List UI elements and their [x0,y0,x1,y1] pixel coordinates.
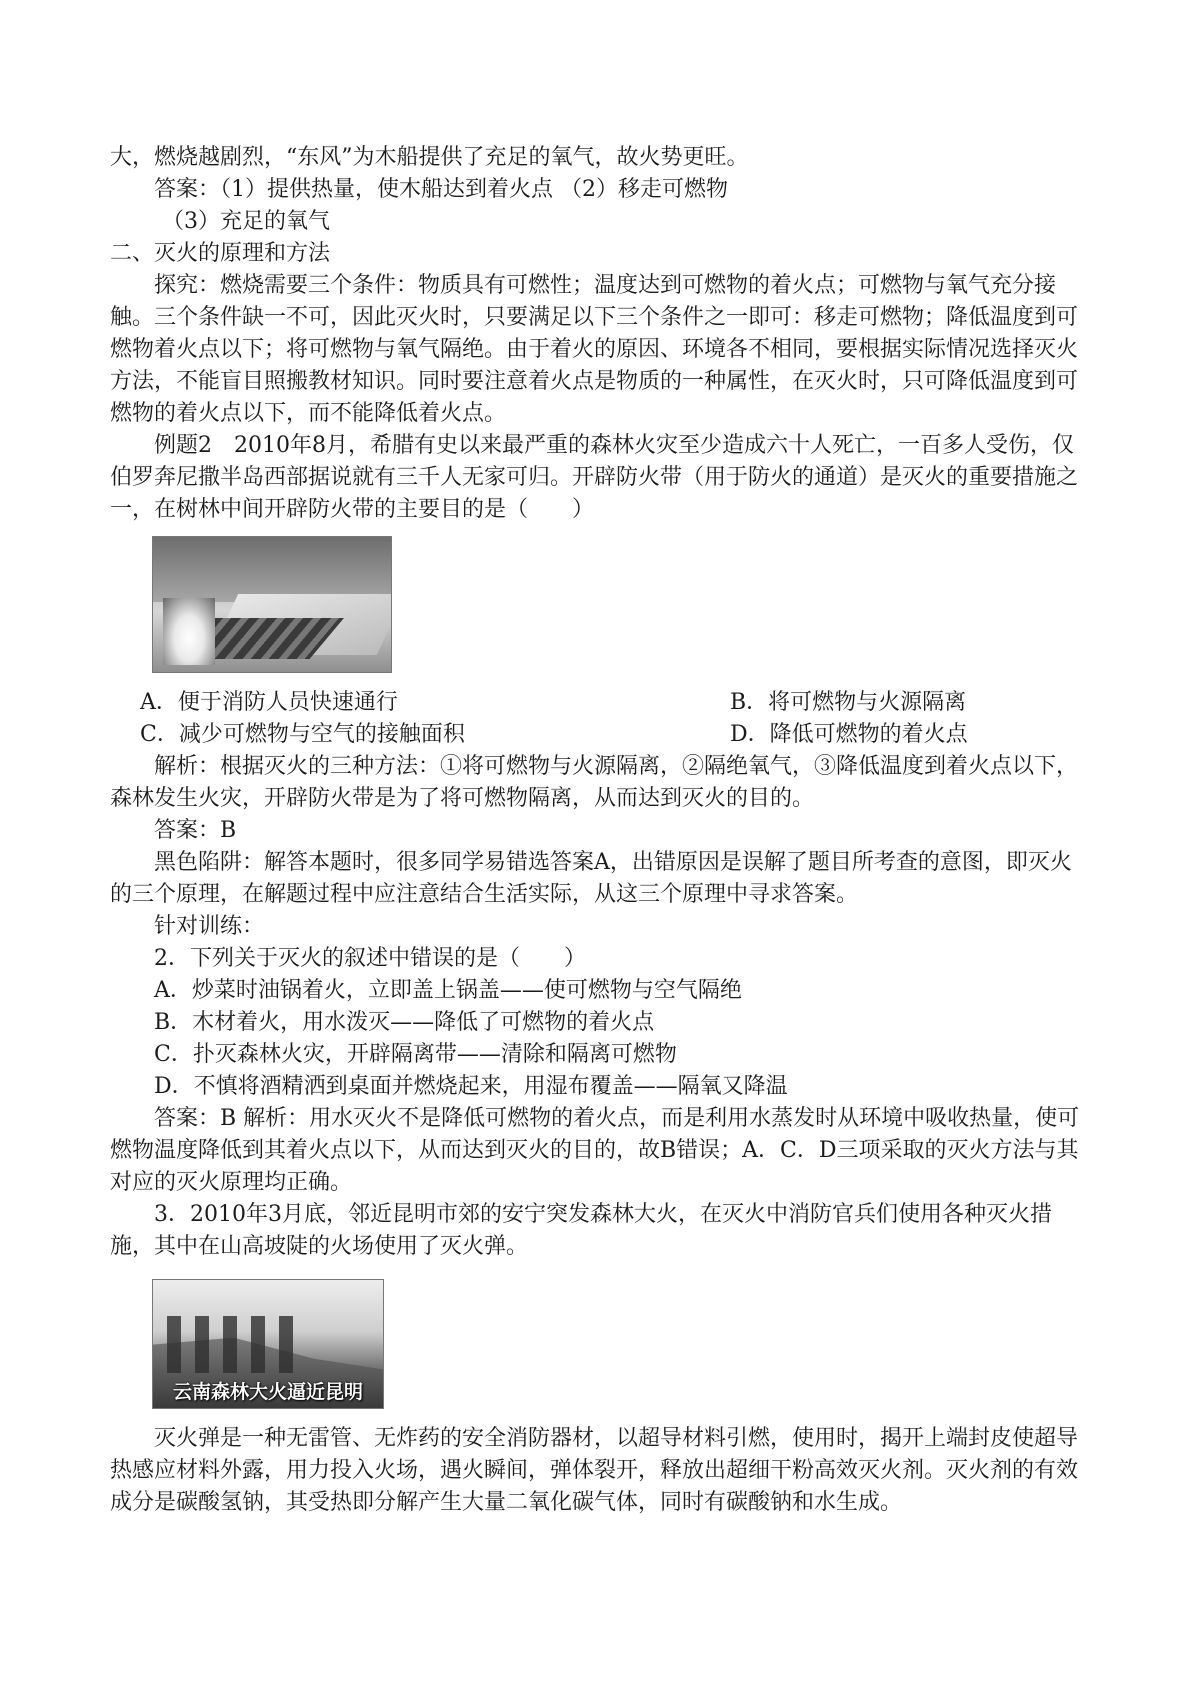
trap-paragraph: 黑色陷阱：解答本题时，很多同学易错选答案A，出错原因是误解了题目所考查的意图，即灭火的三个原理，在解题过程中应注意结合生活实际，从这三个原理中寻求答案。 [110,850,1072,907]
question-2-option-b: B．木材着火，用水泼灭——降低了可燃物的着火点 [154,1010,655,1035]
question-2-option-a: A．炒菜时油锅着火，立即盖上锅盖——使可燃物与空气隔绝 [154,978,742,1003]
photo-caption: 云南森林大火逼近昆明 [172,1381,363,1403]
question-2-option-c: C．扑灭森林火灾，开辟隔离带——清除和隔离可燃物 [154,1042,677,1067]
analysis-paragraph: 解析：根据灭火的三种方法：①将可燃物与火源隔离，②隔绝氧气，③降低温度到着火点以下，森林发生火灾，开辟防火带是为了将可燃物隔离，从而达到灭火的目的。 [110,754,1079,811]
question-2-answer: 答案：B 解析：用水灭火不是降低可燃物的着火点，而是利用水蒸发时从环境中吸收热量，使可燃物温度降低到其着火点以下，从而达到灭火的目的，故B错误；A．C．D三项采取的灭火方法与其对应的灭火原理均正确。 [110,1106,1080,1195]
section-heading: 二、灭火的原理和方法 [110,241,331,266]
firebreak-photo [152,536,392,673]
option-c: C．减少可燃物与空气的接触面积 [140,722,465,747]
answer-line: 答案：B [154,818,237,843]
option-d: D．降低可燃物的着火点 [730,722,968,747]
bomb-paragraph: 灭火弹是一种无雷管、无炸药的安全消防器材，以超导材料引燃，使用时，揭开上端封皮使超导热感应材料外露，用力投入火场，遇火瞬间，弹体裂开，释放出超细干粉高效灭火剂。灭火剂的有效成分是碳酸氢钠，其受热即分解产生大量二氧化碳气体，同时有碳酸钠和水生成。 [110,1426,1079,1515]
firefighters-photo [152,1279,384,1409]
question-2-option-d: D．不慎将酒精洒到桌面并燃烧起来，用湿布覆盖——隔氧又降温 [154,1074,788,1099]
answer-line-continued: （3）充足的氧气 [162,209,330,234]
option-a: A．便于消防人员快速通行 [140,690,398,715]
training-heading: 针对训练： [154,914,265,939]
example-question: 例题2 2010年8月，希腊有史以来最严重的森林火灾至少造成六十人死亡，一百多人受伤，仅伯罗奔尼撒半岛西部据说就有三千人无家可归。开辟防火带（用于防火的通道）是灭火的重要措施之一，在树林中间开辟防火带的主要目的是（ ） [110,433,1079,522]
question-3: 3．2010年3月底，邻近昆明市郊的安宁突发森林大火，在灭火中消防官兵们使用各种灭火措施，其中在山高坡陡的火场使用了灭火弹。 [110,1202,1052,1259]
answer-line: 答案：（1）提供热量，使木船达到着火点 （2）移走可燃物 [154,177,728,202]
page-content [110,142,1090,1519]
options-row [110,719,1090,751]
options-row [110,687,1090,719]
explore-paragraph: 探究：燃烧需要三个条件：物质具有可燃性；温度达到可燃物的着火点；可燃物与氧气充分接触。三个条件缺一不可，因此灭火时，只要满足以下三个条件之一即可：移走可燃物；降低温度到可燃物着火点以下；将可燃物与氧气隔绝。由于着火的原因、环境各不相同，要根据实际情况选择灭火方法，不能盲目照搬教材知识。同时要注意着火点是物质的一种属性，在灭火时，只可降低温度到可燃物的着火点以下，而不能降低着火点。 [110,273,1079,426]
text-line: 大，燃烧越剧烈，“东风”为木船提供了充足的氧气，故火势更旺。 [110,145,749,170]
option-b: B．将可燃物与火源隔离 [730,690,967,715]
question-2: 2．下列关于灭火的叙述中错误的是（ ） [154,946,586,971]
